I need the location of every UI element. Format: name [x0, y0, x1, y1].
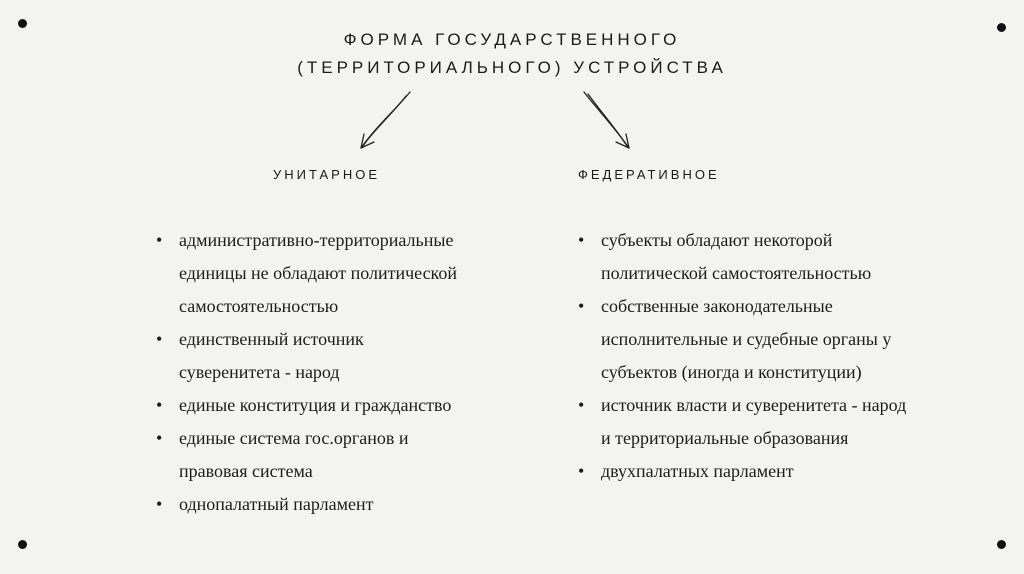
- list-item-line: субъектов (иногда и конституции): [601, 362, 862, 382]
- list-item-line: единицы не обладают политической: [179, 263, 458, 283]
- list-item: [156, 488, 556, 521]
- list-item-line: суверенитета - народ: [179, 362, 340, 382]
- federal-list: [578, 224, 998, 488]
- list-item: [156, 323, 556, 389]
- list-item-line: административно-территориальные: [179, 230, 454, 250]
- list-item: [156, 224, 556, 323]
- list-item-line: однопалатный парламент: [179, 494, 374, 514]
- list-item-line: единственный источник: [179, 329, 364, 349]
- slide-title-line-2: (ТЕРРИТОРИАЛЬНОГО) УСТРОЙСТВА: [297, 58, 727, 77]
- list-item: [578, 290, 998, 389]
- arrow-right-icon: [584, 92, 629, 148]
- list-item-line: правовая система: [179, 461, 313, 481]
- list-item-line: самостоятельностью: [179, 296, 339, 316]
- heading-unitary: УНИТАРНОЕ: [273, 167, 381, 182]
- slide-title-line-1: ФОРМА ГОСУДАРСТВЕННОГО: [343, 30, 681, 49]
- list-item-line: источник власти и суверенитета - народ: [601, 395, 907, 415]
- list-item-line: единые конституция и гражданство: [179, 395, 452, 415]
- list-item: [156, 389, 556, 422]
- unitary-list: [156, 224, 556, 521]
- list-item: [578, 389, 998, 455]
- list-item: [578, 224, 998, 290]
- list-item-line: двухпалатных парламент: [601, 461, 794, 481]
- list-item-line: и территориальные образования: [601, 428, 849, 448]
- list-item-line: собственные законодательные: [601, 296, 833, 316]
- list-item: [578, 455, 998, 488]
- list-item-line: исполнительные и судебные органы у: [601, 329, 892, 349]
- arrow-left-icon: [361, 92, 410, 148]
- list-item: [156, 422, 556, 488]
- list-item-line: единые система гос.органов и: [179, 428, 409, 448]
- heading-federal: ФЕДЕРАТИВНОЕ: [578, 167, 720, 182]
- list-item-line: политической самостоятельностью: [601, 263, 872, 283]
- list-item-line: субъекты обладают некоторой: [601, 230, 833, 250]
